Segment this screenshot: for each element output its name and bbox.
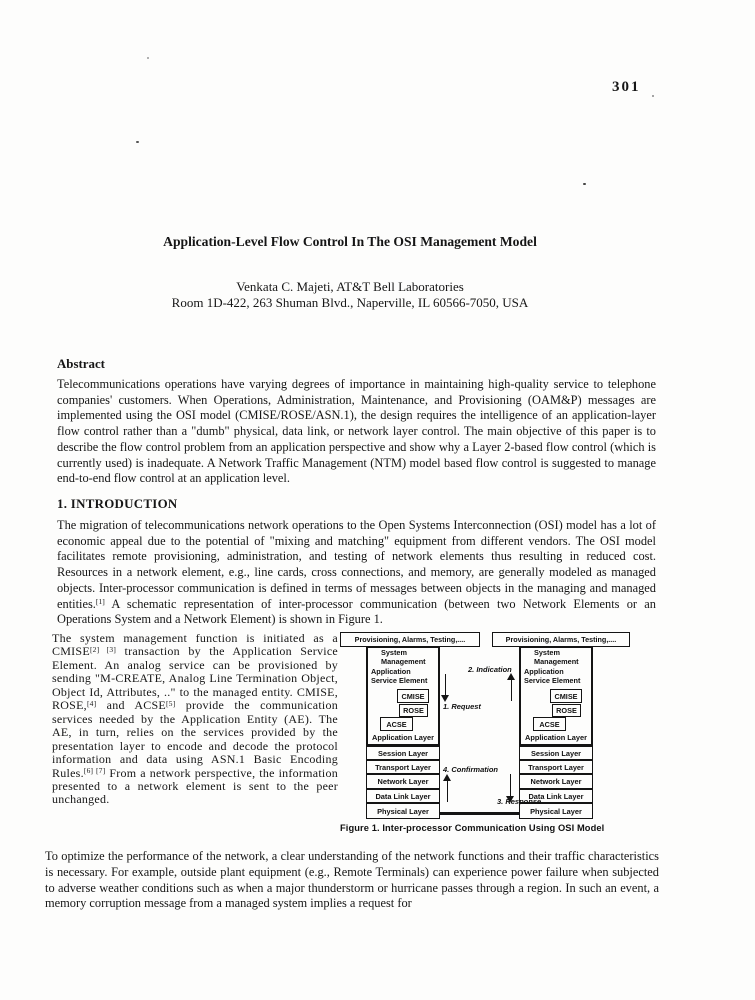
figure-caption: Figure 1. Inter-processor Communication Using OSI Model [340,823,605,833]
rose-box-right: ROSE [552,704,581,717]
cmise-box-right: CMISE [550,689,582,703]
author-address: Room 1D-422, 263 Shuman Blvd., Naperville, IL 60566-7050, USA [171,294,529,310]
acse-box-left: ACSE [380,717,413,731]
ase-box-left [366,646,440,746]
response-label: 3. Response [497,797,542,806]
abstract-text: Telecommunications operations have varying degrees of importance in maintaining high-quality service to telephone companies' customers. When Operations, Administration, Maintenance, and Provisioning (OAM&P) messages are implemented using the OSI model (CMISE/ROSE/ASN.1), the design requires the intelligence of an application-layer flow control rather than a "dumb" physical, data link, or network layer control. The main objective of this paper is to describe the flow control problem from an application perspective and show why a Layer 2-based flow control (which is currently used) is inadequate. A Network Traffic Management (NTM) model based flow control is suggested to manage end-to-end flow control at an application level. [57,377,656,486]
column-text: The system management function is initiated as a CMISE[2] [3] transaction by the Application Service Element. An analog service can be provisioned by sending "M-CREATE, Analog Line Termination Object, Object Id, Attributes, .." to the managed entity. CMISE, ROSE,[4] and ACSE[5] provide the communication services needed by the Application Entity (AE). The AE, in turn, relies on the services provided by the presentation layer to encode and decode the protocol information and data using ASN.1 Basic Encoding Rules.[6] [7] From a network perspective, the information presented to a network element is sent to the peer unchanged. [52,631,338,807]
session-layer-box-right: Session Layer [519,746,593,760]
transport-layer-box-left: Transport Layer [366,760,440,774]
scan-speck [652,95,654,97]
author-block [70,279,630,310]
request-arrow-icon [445,674,446,699]
physical-layer-box-right: Physical Layer [519,803,593,819]
acse-box-right: ACSE [533,717,566,731]
scan-speck [147,57,149,59]
introduction-heading: 1. INTRODUCTION [57,497,178,511]
provisioning-box-left: Provisioning, Alarms, Testing,.... [340,632,480,647]
confirmation-label: 4. Confirmation [443,765,499,774]
ase-line: System [381,648,407,657]
physical-layer-box-left: Physical Layer [366,803,440,819]
provisioning-box-right: Provisioning, Alarms, Testing,.... [492,632,630,647]
author-line: Venkata C. Majeti, AT&T Bell Laboratories [236,279,464,294]
figure-1 [340,630,662,842]
scan-speck [136,141,139,143]
closing-text: To optimize the performance of the network, a clear understanding of the network functions and their traffic characteristics is necessary. For example, outside plant equipment (e.g., Remote Terminals) can experience power failure when subjected to adverse weather conditions such as when a major thunderstorm or hurricane passes through a region. In such an event, a memory corruption message from a managed system implies a request for [45,849,659,911]
datalink-layer-box-right: Data Link Layer [519,789,593,803]
application-layer-label-right: Application Layer [524,733,587,742]
transport-layer-box-right: Transport Layer [519,760,593,774]
network-layer-box-right: Network Layer [519,774,593,789]
indication-arrow-icon [511,676,512,701]
physical-link-line [440,812,519,815]
introduction-text: The migration of telecommunications network operations to the Open Systems Interconnection (OSI) model has a lot of economic appeal due to the potential of "mixing and matching" equipment from different vendors. The OSI model facilitates remote provisioning, administration, and testing of network elements thus resulting in reduced cost. Resources in a network element, e.g., line cards, cross connections, and memory, are generally modeled as managed objects. Inter-processor communication is defined in terms of messages between objects in the managing and managed entities.[1] A schematic representation of inter-processor communication (between two Network Elements or an Operations System and a Network Element) is shown in Figure 1. [57,518,656,627]
network-layer-box-left: Network Layer [366,774,440,789]
ase-line: Management [381,657,426,667]
ase-box-right [519,646,593,746]
paper-title: Application-Level Flow Control In The OSI Management Model [163,234,537,249]
rose-box-left: ROSE [399,704,428,717]
indication-label: 2. Indication [468,665,512,674]
ase-line: Management [534,657,579,667]
ase-line: Application [371,666,411,676]
ase-line: Application [524,666,564,676]
confirmation-arrow-icon [447,777,448,802]
ase-line: Service Element [371,676,428,686]
scan-speck [583,183,586,185]
session-layer-box-left: Session Layer [366,746,440,760]
abstract-heading: Abstract [57,357,105,371]
page-number: 301 [612,79,641,95]
cmise-box-left: CMISE [397,689,429,703]
ase-line: Service Element [524,676,581,686]
application-layer-label-left: Application Layer [371,733,434,742]
request-label: 1. Request [443,702,481,711]
datalink-layer-box-left: Data Link Layer [366,789,440,803]
ase-line: System [534,648,560,657]
